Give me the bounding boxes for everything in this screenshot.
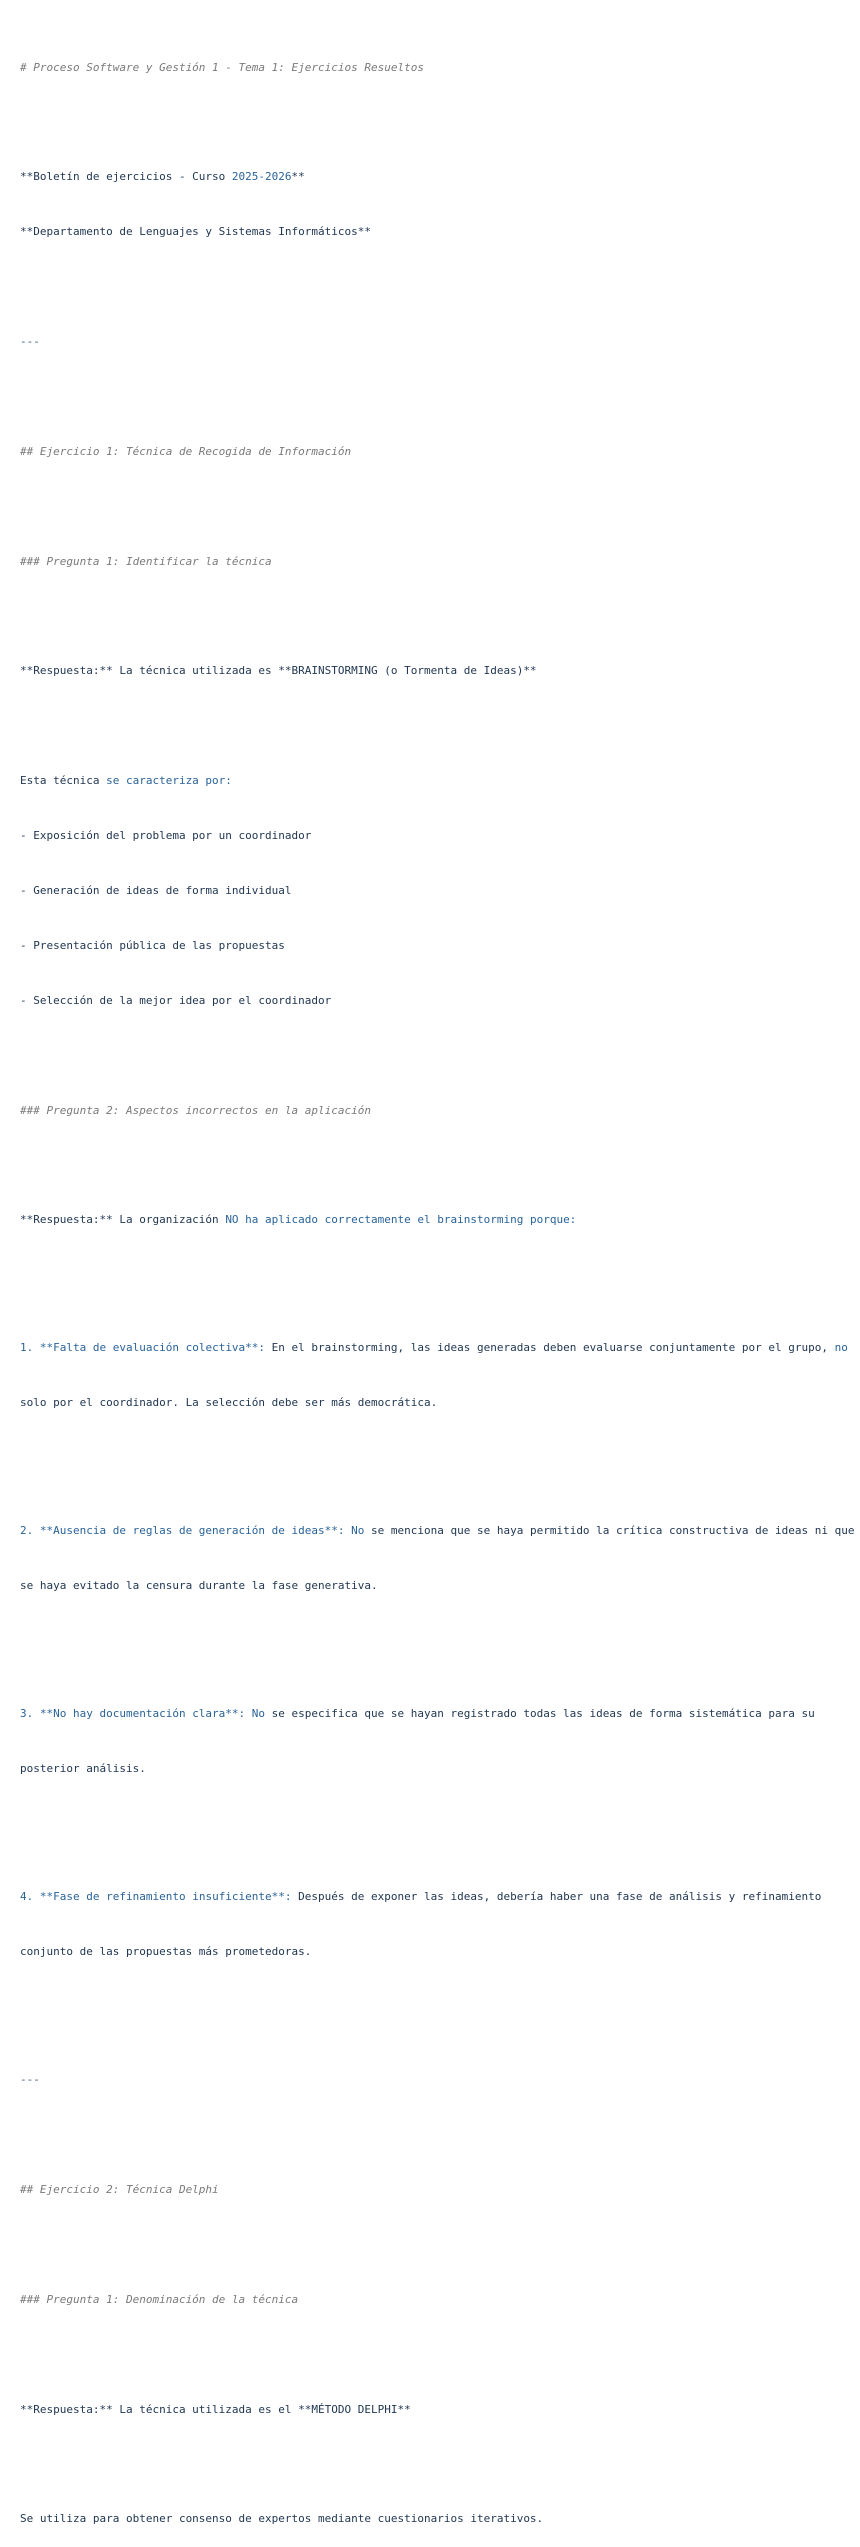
item-1-b: colectiva**: — [185, 1341, 266, 1355]
item-4-a: 4. ** — [20, 1890, 54, 1904]
horizontal-rule: --- — [20, 335, 40, 349]
item-1-c: En el brainstorming, las ideas generadas deben evaluarse conjuntamente por el grupo, — [265, 1341, 835, 1355]
numbered-item-4-cont: conjunto de las propuestas más prometedoras. — [20, 1945, 312, 1959]
subtitle-course — [20, 168, 860, 186]
markdown-document[interactable] — [20, 22, 860, 2547]
ex2-question-1-answer: **Respuesta:** La técnica utilizada es el **MÉTODO DELPHI** — [20, 2402, 411, 2416]
ex2-description: Se utiliza para obtener consenso de expertos mediante cuestionarios iterativos. — [20, 2512, 544, 2526]
bullet-item: - Presentación pública de las propuestas — [20, 938, 285, 952]
ex1-intro-b: se caracteriza por: — [106, 774, 232, 788]
subtitle-course-years: 2025-2026 — [231, 170, 292, 184]
item-4-c: Después de exponer las ideas, debería haber una fase de análisis y refinamiento — [291, 1890, 822, 1904]
item-2-a: 2. **Ausencia de reglas de generación — [20, 1524, 272, 1538]
numbered-item-2 — [20, 1522, 860, 1540]
blank-line — [20, 113, 860, 131]
bullet-item: - Exposición del problema por un coordinador — [20, 829, 312, 843]
item-3-a: 3. **No hay documentación — [20, 1707, 193, 1721]
bullet-item: - Selección de la mejor idea por el coordinador — [20, 993, 332, 1007]
blank-line — [20, 1449, 860, 1467]
numbered-item-1-cont: solo por el coordinador. La selección debe ser más democrática. — [20, 1396, 438, 1410]
blank-line — [20, 1266, 860, 1284]
numbered-item-1 — [20, 1339, 860, 1357]
horizontal-rule: --- — [20, 2073, 40, 2087]
blank-line — [20, 1047, 860, 1065]
item-3-b: clara**: No — [192, 1707, 266, 1721]
blank-line — [20, 717, 860, 735]
subtitle-course-prefix: **Boletín de ejercicios - Curso — [20, 170, 232, 184]
item-4-b: Fase de refinamiento insuficiente**: — [53, 1890, 292, 1904]
ex1-question-2-heading: ### Pregunta 2: Aspectos incorrectos en la aplicación — [20, 1103, 371, 1117]
item-1-d: no — [834, 1341, 848, 1355]
exercise-2-heading: ## Ejercicio 2: Técnica Delphi — [20, 2183, 219, 2197]
blank-line — [20, 388, 860, 406]
item-1-a: 1. **Falta de evaluación — [20, 1341, 186, 1355]
ex1-question-2-answer — [20, 1211, 860, 1229]
blank-line — [20, 608, 860, 626]
ex2-question-1-heading: ### Pregunta 1: Denominación de la técnica — [20, 2292, 299, 2306]
numbered-item-3 — [20, 1705, 860, 1723]
item-2-c: se menciona que se haya permitido la crítica constructiva de ideas ni que — [364, 1524, 855, 1538]
numbered-item-2-cont: se haya evitado la censura durante la fase generativa. — [20, 1579, 378, 1593]
blank-line — [20, 2346, 860, 2364]
blank-line — [20, 2455, 860, 2473]
q2-answer-a: **Respuesta:** La organización — [20, 1213, 226, 1227]
numbered-item-3-cont: posterior análisis. — [20, 1762, 146, 1776]
blank-line — [20, 498, 860, 516]
blank-line — [20, 1632, 860, 1650]
item-2-b: de ideas**: No — [271, 1524, 365, 1538]
subtitle-department: **Departamento de Lenguajes y Sistemas Informáticos** — [20, 225, 371, 239]
subtitle-course-suffix: ** — [291, 170, 305, 184]
ex1-question-1-heading: ### Pregunta 1: Identificar la técnica — [20, 554, 272, 568]
exercise-1-heading: ## Ejercicio 1: Técnica de Recogida de Información — [20, 444, 352, 458]
bullet-item: - Generación de ideas de forma individual — [20, 883, 292, 897]
blank-line — [20, 2236, 860, 2254]
ex1-question-1-answer: **Respuesta:** La técnica utilizada es **BRAINSTORMING (o Tormenta de Ideas)** — [20, 664, 537, 678]
blank-line — [20, 1156, 860, 1174]
item-3-c: se especifica que se hayan registrado todas las ideas de forma sistemática para su — [265, 1707, 815, 1721]
document-title: # Proceso Software y Gestión 1 - Tema 1: Ejercicios Resueltos — [20, 60, 424, 74]
ex1-intro — [20, 772, 860, 790]
blank-line — [20, 2126, 860, 2144]
blank-line — [20, 1815, 860, 1833]
numbered-item-4 — [20, 1888, 860, 1906]
blank-line — [20, 278, 860, 296]
ex1-intro-a: Esta técnica — [20, 774, 107, 788]
q2-answer-b: NO ha aplicado correctamente el brainstorming porque: — [225, 1213, 577, 1227]
blank-line — [20, 1998, 860, 2016]
